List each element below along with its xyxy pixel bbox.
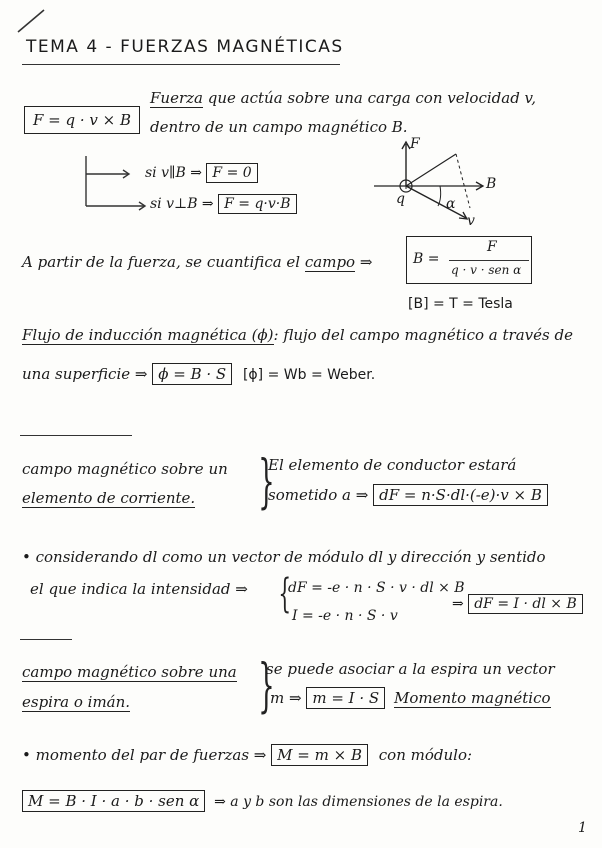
title-underline <box>22 64 340 65</box>
flux-line1 <box>22 326 573 344</box>
field-formula-box <box>406 236 532 284</box>
diagram-label-q: q <box>396 191 405 207</box>
flux-units: [ϕ] = Wb = Weber. <box>242 367 376 383</box>
consider-line1: • considerando dl como un vector de módulo dl y dirección y sentido <box>22 548 546 566</box>
loop-right2 <box>270 689 551 707</box>
loop-title1: campo magnético sobre una <box>22 663 237 681</box>
fraction-bar <box>449 260 529 261</box>
diagram-label-alpha: α <box>446 196 456 212</box>
current-element-title2: elemento de corriente. <box>22 489 196 507</box>
torque-module-line <box>22 792 503 810</box>
field-numerator: F <box>487 239 497 255</box>
divider-1 <box>20 435 132 436</box>
case-parallel-cond: si v∥B ⇒ <box>145 165 202 181</box>
consider-result-box: dF = I · dl × B <box>468 594 583 614</box>
current-element-right1: El elemento de conductor estará <box>268 456 517 474</box>
field-text: A partir de la fuerza, se cuantifica el <box>22 253 301 271</box>
current-element-brace: } <box>258 447 275 515</box>
consider-arrow: ⇒ <box>452 596 464 612</box>
corner-stroke-icon <box>14 6 48 36</box>
diagram-label-v: v <box>467 213 475 229</box>
current-element-title1: campo magnético sobre un <box>22 460 228 478</box>
flux-definition: : flujo del campo magnético a través de <box>273 326 573 344</box>
force-description-line1 <box>150 89 536 107</box>
torque-tail: con módulo: <box>378 746 473 764</box>
loop-moment-label: Momento magnético <box>393 689 551 707</box>
field-units: [B] = T = Tesla <box>408 296 513 312</box>
loop-brace: } <box>258 651 275 719</box>
consider-line2: el que indica la intensidad ⇒ <box>30 580 248 598</box>
torque-formula-box: M = m × B <box>271 744 368 766</box>
loop-m-arrow: m ⇒ <box>270 689 302 707</box>
force-formula: F = q · v × B <box>33 111 132 129</box>
force-desc-text: que actúa sobre una carga con velocidad v, <box>207 89 537 107</box>
current-element-formula-box: dF = n·S·dl·(-e)·v × B <box>373 484 548 506</box>
case-perp-cond: si v⊥B ⇒ <box>150 196 214 212</box>
flux-formula-box: ϕ = B · S <box>152 363 232 385</box>
loop-right1: se puede asociar a la espira un vector <box>266 660 555 678</box>
current-element-right2 <box>268 486 548 504</box>
force-formula-box <box>24 106 140 134</box>
force-word: Fuerza <box>150 89 203 107</box>
torque-module-box: M = B · I · a · b · sen α <box>22 790 205 812</box>
loop-moment-box: m = I · S <box>306 687 385 709</box>
page-title: TEMA 4 - FUERZAS MAGNÉTICAS <box>26 37 344 57</box>
field-denominator: q · v · sen α <box>451 263 522 277</box>
consider-eq1: dF = -e · n · S · v · dl × B <box>288 580 465 596</box>
field-sentence <box>22 253 372 271</box>
consider-brace: { <box>278 571 292 617</box>
divider-2 <box>20 639 72 640</box>
torque-module-tail: ⇒ a y b son las dimensiones de la espira. <box>214 794 503 810</box>
flux-surface-text: una superficie ⇒ <box>22 365 148 383</box>
consider-eq2: I = -e · n · S · v <box>292 608 398 624</box>
case-parallel-box: F = 0 <box>206 163 257 183</box>
loop-title2: espira o imán. <box>22 693 131 711</box>
flux-term: Flujo de inducción magnética (ϕ) <box>22 326 274 344</box>
consider-result <box>452 596 583 612</box>
case-branch-lines <box>80 152 150 214</box>
case-perpendicular <box>150 196 297 212</box>
field-lhs: B = <box>413 251 440 267</box>
field-arrow: ⇒ <box>359 253 373 271</box>
field-word: campo <box>304 253 356 271</box>
case-perp-box: F = q·v·B <box>218 194 296 214</box>
current-element-subject: sometido a ⇒ <box>268 486 369 504</box>
force-description-line2: dentro de un campo magnético B. <box>150 118 408 136</box>
diagram-label-B: B <box>486 176 497 192</box>
case-parallel <box>145 165 258 181</box>
torque-text: • momento del par de fuerzas ⇒ <box>22 746 267 764</box>
page-number: 1 <box>578 820 587 836</box>
torque-line <box>22 746 472 764</box>
flux-line2 <box>22 365 375 383</box>
diagram-label-F: F <box>410 136 420 152</box>
